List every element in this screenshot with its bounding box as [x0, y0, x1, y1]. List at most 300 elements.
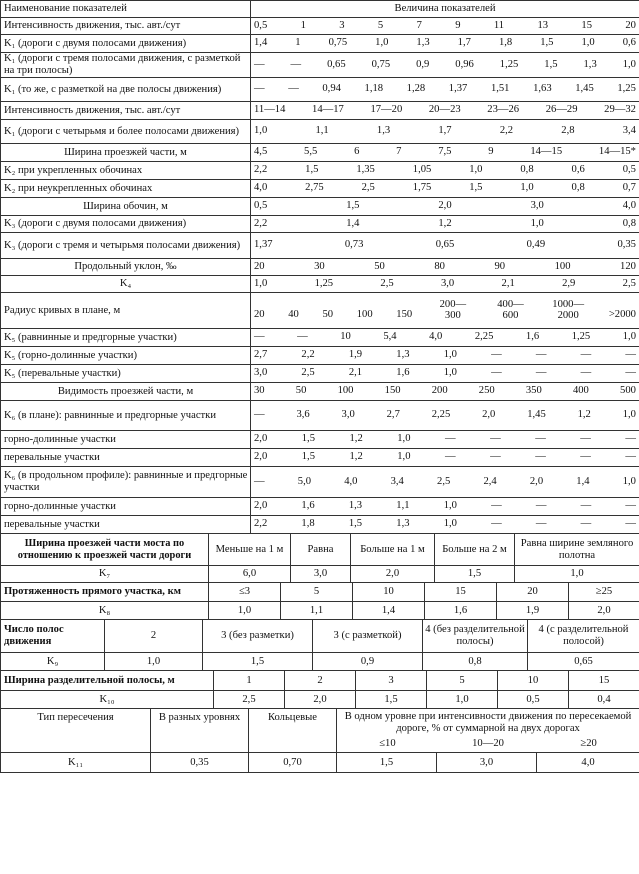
k8-value-4: 1,6 — [425, 602, 497, 620]
k11-value-5: 4,0 — [537, 753, 639, 773]
table-row — [1, 431, 639, 449]
straight-table — [0, 582, 639, 620]
cell-value: 1,0 — [581, 37, 595, 48]
cell-value: 2,5 — [301, 367, 315, 378]
table-row — [1, 53, 639, 78]
bridge-table — [0, 533, 639, 583]
cell-value: 29—32 — [604, 104, 636, 115]
cell-value: 1,3 — [396, 518, 410, 529]
k7-value-5: 1,0 — [515, 566, 639, 583]
cell-value: 20—23 — [428, 104, 461, 115]
cell-value: — — [491, 367, 502, 378]
cell-value: 1,0 — [443, 367, 457, 378]
cell-value: 2,0 — [438, 200, 452, 211]
crossing-head-1: В разных уровнях — [151, 709, 249, 753]
row-values — [251, 500, 639, 513]
table-row — [1, 102, 639, 120]
table-row — [1, 120, 639, 144]
cell-value: 1,2 — [349, 433, 363, 444]
row-values — [251, 104, 639, 117]
cell-value: 200—300 — [439, 299, 467, 321]
cell-value: 3,4 — [622, 125, 636, 136]
table-row — [1, 401, 639, 431]
cell-value: — — [625, 367, 636, 378]
row-label: Видимость проезжей части, м — [1, 383, 251, 401]
cell-value: 1,0 — [443, 518, 457, 529]
cell-value: 1,25 — [499, 58, 519, 70]
cell-value: 2,2 — [254, 217, 268, 229]
bridge-head-2: Равна — [291, 534, 351, 566]
cell-value: 0,35 — [617, 239, 636, 250]
k9-value-3: 0,9 — [313, 653, 423, 671]
cell-value: 1,51 — [490, 83, 510, 94]
cell-value: 3,4 — [390, 475, 404, 487]
cell-value: — — [625, 451, 636, 462]
bridge-head-5: Равна ширине земляного полотна — [515, 534, 639, 566]
cell-value: 1,45 — [527, 409, 546, 420]
cell-value: 2,7 — [254, 349, 268, 360]
k11-label: K₁₁ — [1, 753, 151, 773]
cell-value: 1,1 — [315, 125, 329, 136]
cell-value: 0,8 — [520, 164, 534, 175]
row-values-cell — [251, 516, 639, 534]
cell-value: 2,5 — [380, 277, 394, 289]
cell-value: 3,6 — [296, 409, 310, 420]
cell-value: 400 — [572, 385, 589, 396]
cell-value: — — [535, 349, 547, 360]
cell-value: 0,49 — [526, 239, 546, 250]
cell-value: 1,0 — [622, 475, 636, 487]
straight-value-3: 10 — [353, 583, 425, 602]
k8-value-3: 1,4 — [353, 602, 425, 620]
cell-value: 1,6 — [396, 367, 410, 378]
cell-value: 1,5 — [305, 164, 319, 175]
cell-value: 1,7 — [438, 125, 452, 136]
cell-value: 5,5 — [304, 146, 318, 157]
bridge-header-row — [1, 534, 639, 566]
cell-value: 20 — [254, 309, 265, 320]
row-values — [251, 200, 639, 213]
crossing-head-3: В одном уровне при интенсивности движения по пересекаемой дороге, % от суммарной на двух дорогах — [344, 711, 632, 734]
k9-value-2: 1,5 — [203, 653, 313, 671]
cell-value: — — [580, 451, 591, 462]
k9-value-1: 1,0 — [105, 653, 203, 671]
row-label: K₁ (дороги с тремя полосами движения, с разметкой на три полосы) — [1, 53, 251, 78]
cell-value: 5 — [377, 19, 384, 31]
cell-value: — — [580, 518, 592, 529]
cell-value: 1,5 — [469, 182, 483, 193]
cell-value: 2,5 — [361, 182, 375, 193]
row-values — [251, 146, 639, 159]
k9-label: K₉ — [1, 653, 105, 671]
cell-value: — — [297, 331, 308, 342]
cell-value: 2,0 — [254, 451, 268, 462]
cell-value: 500 — [620, 385, 636, 396]
cell-value: 2,1 — [348, 367, 363, 378]
cell-value: 3,0 — [341, 409, 355, 420]
cell-value: 7,5 — [438, 146, 452, 157]
cell-value: — — [625, 500, 636, 511]
crossing-subheads — [341, 738, 635, 750]
cell-value: 1,0 — [443, 349, 457, 360]
cell-value: 0,65 — [327, 58, 346, 70]
cell-value: 150 — [384, 385, 401, 396]
cell-value: 1,3 — [348, 500, 363, 511]
row-values — [251, 37, 639, 50]
cell-value: 4,0 — [429, 331, 443, 342]
cell-value: 1,0 — [530, 217, 544, 229]
cell-value: 7 — [396, 146, 402, 157]
cell-value: 3,0 — [440, 277, 455, 289]
straight-value-2: 5 — [281, 583, 353, 602]
row-values-cell — [251, 383, 639, 401]
k7-label: K₇ — [1, 566, 209, 583]
cell-value: 30 — [254, 385, 265, 396]
k9-row — [1, 653, 639, 671]
cell-value: 40 — [288, 309, 299, 320]
cell-value: 0,5 — [622, 164, 636, 175]
cell-value: 150 — [396, 309, 413, 320]
cell-value: 1,0 — [622, 409, 636, 420]
row-values-cell — [251, 144, 639, 162]
row-values-cell — [251, 467, 639, 498]
cell-value: 200 — [431, 385, 448, 396]
cell-value: 50 — [322, 309, 334, 320]
cell-value: 1,3 — [583, 58, 597, 70]
cell-value: — — [290, 58, 302, 70]
cell-value: 11—14 — [254, 104, 286, 115]
median-value-6: 15 — [569, 671, 639, 691]
cell-value: 400—600 — [497, 299, 524, 321]
lanes-table — [0, 619, 639, 671]
cell-value: 1,5 — [346, 200, 360, 211]
cell-value: 1,63 — [533, 83, 552, 94]
cell-value: 3 — [339, 19, 345, 31]
cell-value: — — [580, 500, 592, 511]
cell-value: 1,0 — [622, 58, 636, 70]
k8-value-5: 1,9 — [497, 602, 569, 620]
cell-value: 1,25 — [617, 83, 636, 94]
row-values-cell — [251, 216, 639, 233]
cell-value: 0,73 — [344, 239, 364, 250]
cell-value: >2000 — [608, 309, 636, 320]
k7-value-4: 1,5 — [435, 566, 515, 583]
cell-value: — — [491, 500, 502, 511]
table-row — [1, 293, 639, 329]
cell-value: 2,2 — [499, 125, 514, 136]
cell-value: 13 — [537, 19, 549, 31]
cell-value: 0,8 — [571, 182, 585, 193]
k10-label: K₁₀ — [1, 691, 214, 709]
cell-value: 2,0 — [482, 409, 496, 420]
cell-value: — — [288, 83, 299, 94]
bridge-head-1: Меньше на 1 м — [209, 534, 291, 566]
header-col2: Величина показателей — [251, 1, 639, 18]
row-values — [251, 239, 639, 252]
row-values — [251, 182, 639, 195]
row-label: Ширина обочин, м — [1, 198, 251, 216]
cell-value: 1,6 — [525, 331, 540, 342]
row-values-cell — [251, 162, 639, 180]
k7-value-2: 3,0 — [291, 566, 351, 583]
table-row — [1, 347, 639, 365]
cell-value: 20 — [254, 260, 265, 272]
cell-value: 1,37 — [254, 239, 273, 250]
cell-value: — — [535, 433, 546, 444]
cell-value: — — [490, 433, 501, 444]
cell-value: 1,0 — [622, 331, 636, 342]
cell-value: 1,25 — [314, 277, 334, 289]
cell-value: 1,6 — [301, 500, 315, 511]
median-label: Ширина разделительной полосы, м — [1, 671, 214, 691]
row-label: Интенсивность движения, тыс. авт./сут — [1, 18, 251, 35]
median-value-3: 3 — [356, 671, 427, 691]
cell-value: 3,0 — [530, 200, 544, 211]
row-values — [251, 518, 639, 531]
cell-value: 2,4 — [483, 475, 497, 487]
cell-value: 1,4 — [576, 475, 590, 487]
lanes-head-2: 3 (без разметки) — [203, 620, 313, 653]
cell-value: 1,0 — [520, 182, 534, 193]
cell-value: 1 — [300, 19, 306, 31]
straight-value-1: ≤3 — [209, 583, 281, 602]
row-values — [251, 433, 639, 446]
straight-row — [1, 583, 639, 602]
cell-value: 1,8 — [498, 37, 513, 48]
crossing-header-row — [1, 709, 639, 753]
cell-value: 1,4 — [346, 217, 360, 229]
cell-value: 14—17 — [312, 104, 344, 115]
table-header-row — [1, 1, 639, 18]
k7-value-3: 2,0 — [351, 566, 435, 583]
row-values — [251, 299, 639, 322]
cell-value: 0,75 — [371, 58, 391, 70]
row-values — [251, 331, 639, 344]
row-values-cell — [251, 329, 639, 347]
table-row — [1, 198, 639, 216]
cell-value: 0,94 — [322, 83, 341, 94]
table-row — [1, 35, 639, 53]
table-row — [1, 78, 639, 102]
k8-value-1: 1,0 — [209, 602, 281, 620]
row-values-cell — [251, 18, 639, 35]
cell-value: 23—26 — [487, 104, 520, 115]
cell-value: 17—20 — [370, 104, 403, 115]
cell-value: 1,35 — [356, 164, 375, 175]
cell-value: 250 — [478, 385, 495, 396]
row-label: горно-долинные участки — [1, 498, 251, 516]
cell-value: 0,7 — [622, 182, 636, 193]
cell-value: 2,8 — [561, 125, 575, 136]
row-values — [251, 409, 639, 422]
row-values — [251, 20, 639, 33]
cell-value: 1,5 — [301, 433, 315, 444]
cell-value: 3,0 — [254, 367, 268, 378]
cell-value: 4,0 — [622, 200, 636, 211]
cell-value: 2,5 — [622, 277, 636, 289]
cell-value: 6 — [354, 146, 360, 157]
cell-value: 90 — [494, 260, 506, 272]
cell-value: 0,5 — [254, 200, 268, 211]
cell-value: — — [625, 349, 636, 360]
row-values — [251, 261, 639, 274]
k11-row — [1, 753, 639, 773]
row-label: Ширина проезжей части, м — [1, 144, 251, 162]
cell-value: 1,18 — [364, 83, 384, 94]
row-values — [251, 59, 639, 72]
cell-value: 1,9 — [348, 349, 363, 360]
k11-value-1: 0,35 — [151, 753, 249, 773]
cell-value: 0,9 — [416, 58, 430, 70]
k11-value-3: 1,5 — [337, 753, 437, 773]
cell-value: 1,5 — [301, 451, 315, 462]
lanes-head-4: 4 (без разделительной полосы) — [423, 620, 528, 653]
cell-value: 1,5 — [540, 37, 554, 48]
k8-label: K₈ — [1, 602, 209, 620]
cell-value: 0,6 — [622, 37, 636, 48]
row-label: K₆ (в плане): равнинные и предгорные участки — [1, 401, 251, 431]
cell-value: — — [580, 367, 592, 378]
cell-value: 2,2 — [301, 349, 315, 360]
cell-value: 1,4 — [254, 37, 268, 48]
table-row — [1, 276, 639, 293]
row-values — [251, 278, 639, 291]
cell-value: 1000—2000 — [552, 299, 585, 321]
cell-value: 9 — [455, 19, 461, 31]
cell-value: 2,0 — [529, 475, 544, 487]
lanes-header-row — [1, 620, 639, 653]
row-label: K₅ (горно-долинные участки) — [1, 347, 251, 365]
cell-value: 1,0 — [254, 277, 268, 289]
cell-value: 2,0 — [254, 433, 268, 444]
cell-value: — — [625, 433, 636, 444]
cell-value: — — [445, 433, 456, 444]
median-row — [1, 671, 639, 691]
header-col1: Наименование показателей — [1, 1, 251, 18]
cell-value: 1,3 — [416, 37, 430, 48]
cell-value: 1,45 — [575, 83, 594, 94]
row-values-cell — [251, 120, 639, 144]
cell-value: 1,25 — [571, 331, 591, 342]
cell-value: 1,28 — [406, 83, 426, 94]
cell-value: — — [445, 451, 456, 462]
cell-value: — — [490, 451, 501, 462]
cell-value: 1,0 — [397, 433, 411, 444]
cell-value: — — [535, 451, 546, 462]
cell-value: 30 — [314, 260, 325, 272]
row-values — [251, 367, 639, 380]
cell-value: 1,5 — [348, 518, 363, 529]
cell-value: 100 — [554, 260, 571, 272]
k7-value-1: 6,0 — [209, 566, 291, 583]
cell-value: 100 — [337, 385, 354, 396]
crossing-head-3-cell — [337, 709, 639, 753]
cell-value: 100 — [356, 309, 373, 320]
cell-value: 0,6 — [571, 164, 585, 175]
k8-value-2: 1,1 — [281, 602, 353, 620]
row-values-cell — [251, 78, 639, 102]
cell-value: 26—29 — [545, 104, 578, 115]
crossing-table — [0, 708, 639, 773]
k9-value-4: 0,8 — [423, 653, 528, 671]
cell-value: — — [254, 83, 265, 94]
straight-value-5: 20 — [497, 583, 569, 602]
row-values — [251, 164, 639, 177]
k11-value-4: 3,0 — [437, 753, 537, 773]
cell-value: 1,0 — [443, 500, 457, 511]
row-label: горно-долинные участки — [1, 431, 251, 449]
cell-value: 1,3 — [376, 125, 391, 136]
table-row — [1, 216, 639, 233]
lanes-head-5: 4 (с разделительной полосой) — [528, 620, 639, 653]
cell-value: 14—15 — [530, 146, 563, 157]
cell-value: 1,5 — [544, 58, 558, 70]
row-label: K₅ (перевальные участки) — [1, 365, 251, 383]
cell-value: 1,2 — [438, 217, 452, 229]
row-values — [251, 218, 639, 231]
cell-value: 2,0 — [254, 500, 268, 511]
table-row — [1, 365, 639, 383]
cell-value: — — [254, 331, 265, 342]
table-row — [1, 449, 639, 467]
row-label: перевальные участки — [1, 516, 251, 534]
crossing-label: Тип пересечения — [1, 709, 151, 753]
bridge-head-3: Больше на 1 м — [351, 534, 435, 566]
row-values-cell — [251, 276, 639, 293]
cell-value: — — [491, 349, 502, 360]
table-row — [1, 329, 639, 347]
cell-value: 7 — [416, 19, 422, 31]
cell-value: — — [254, 58, 265, 70]
k10-value-3: 1,5 — [356, 691, 427, 709]
row-values — [251, 476, 639, 489]
crossing-sub-1: ≤10 — [379, 738, 396, 749]
lanes-head-1: 2 — [105, 620, 203, 653]
row-values — [251, 125, 639, 138]
cell-value: 4,0 — [344, 475, 358, 487]
cell-value: — — [491, 518, 502, 529]
row-label: K₁ (дороги с двумя полосами движения) — [1, 35, 251, 53]
row-values-cell — [251, 53, 639, 78]
bridge-label: Ширина проезжей части моста по отношению к проезжей части дороги — [1, 534, 209, 566]
cell-value: 10 — [340, 331, 351, 342]
cell-value: 1,2 — [577, 409, 591, 420]
row-values-cell — [251, 293, 639, 329]
cell-value: 2,25 — [431, 409, 451, 420]
crossing-sub-3: ≥20 — [580, 738, 597, 749]
cell-value: 350 — [525, 385, 542, 396]
row-values-cell — [251, 401, 639, 431]
median-value-1: 1 — [214, 671, 285, 691]
cell-value: — — [580, 349, 592, 360]
row-values — [251, 451, 639, 464]
row-values-cell — [251, 431, 639, 449]
k10-value-5: 0,5 — [498, 691, 569, 709]
bridge-head-4: Больше на 2 м — [435, 534, 515, 566]
lanes-label: Число полос движения — [1, 620, 105, 653]
k10-value-4: 1,0 — [427, 691, 498, 709]
row-values-cell — [251, 347, 639, 365]
cell-value: 5,4 — [383, 331, 397, 342]
straight-label: Протяженность прямого участка, км — [1, 583, 209, 602]
cell-value: 120 — [620, 260, 636, 272]
row-values — [251, 385, 639, 398]
k7-row — [1, 566, 639, 583]
lanes-head-3: 3 (с разметкой) — [313, 620, 423, 653]
cell-value: 1,75 — [412, 182, 432, 193]
cell-value: — — [625, 518, 636, 529]
table-row — [1, 498, 639, 516]
